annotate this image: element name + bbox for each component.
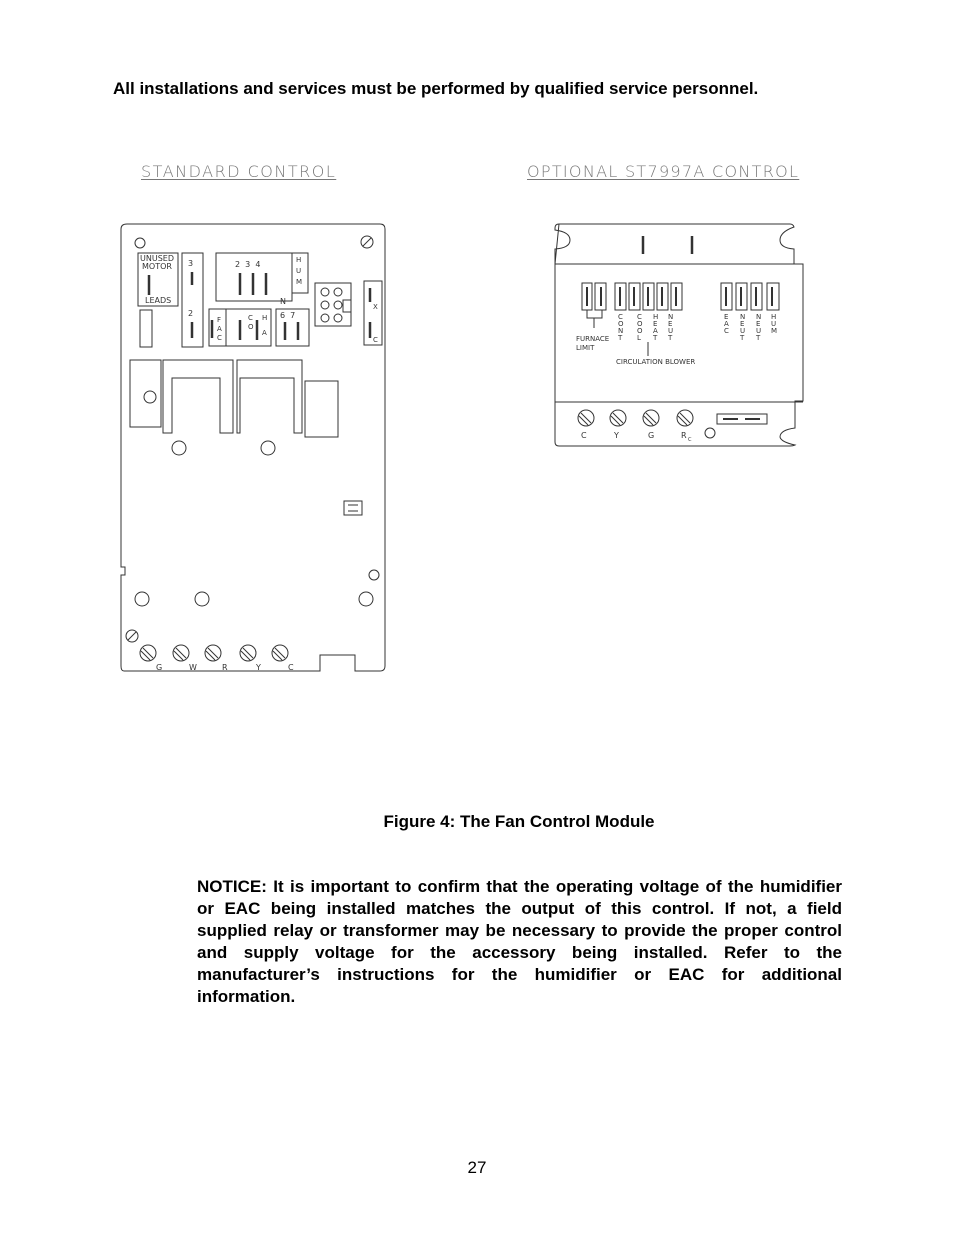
label-eac-a: A: [724, 320, 729, 328]
label-cool-o3: O: [637, 327, 643, 335]
label-pins-67: 6 7: [280, 311, 296, 320]
label-cool-c2: C: [637, 313, 642, 321]
label-neut1-u: U: [668, 327, 674, 335]
label-eac-e: E: [724, 313, 729, 321]
label-unused: UNUSED: [140, 254, 174, 263]
label-heat-h: H: [262, 314, 268, 322]
label-hum-u2: U: [771, 320, 777, 328]
label-neut1-e: E: [668, 320, 673, 328]
label-n: N: [280, 297, 286, 306]
label-cont-n: N: [618, 327, 624, 335]
label-neut2-t: T: [740, 334, 745, 342]
label-opt-terminal-r-sub: C: [688, 437, 692, 443]
label-neut2-u: U: [740, 327, 746, 335]
label-fac-c: C: [217, 334, 222, 342]
label-opt-terminal-g: G: [648, 431, 655, 440]
label-cont-t: T: [618, 334, 623, 342]
label-hum-m: M: [296, 278, 303, 286]
label-terminal-c: C: [288, 663, 294, 672]
label-limit: LIMIT: [576, 344, 595, 352]
label-opt-terminal-r: R: [681, 431, 687, 440]
optional-control-title: OPTIONAL ST7997A CONTROL: [527, 162, 800, 181]
label-neut2-n: N: [740, 313, 746, 321]
label-cont-o: O: [618, 320, 624, 328]
label-opt-terminal-c: C: [581, 431, 587, 440]
label-hum-h: H: [296, 256, 302, 264]
label-fac-a: A: [217, 325, 222, 333]
label-cool-o: O: [248, 323, 254, 331]
label-neut1-n: N: [668, 313, 674, 321]
page-number: 27: [467, 1158, 487, 1177]
label-terminal-y: Y: [256, 663, 261, 672]
label-heat-a: A: [262, 329, 267, 337]
label-heat-t: T: [653, 334, 658, 342]
label-neut3-e: E: [756, 320, 761, 328]
label-terminal-w: W: [189, 663, 197, 672]
label-circulation-blower: CIRCULATION BLOWER: [616, 358, 696, 366]
label-pin-3: 3: [188, 259, 194, 268]
label-furnace: FURNACE: [576, 335, 610, 343]
notice-paragraph: NOTICE: It is important to confirm that the operating voltage of the humidifier or EAC being installed matches the output of this control. If not, a field supplied relay or transformer may be necessary to provide the proper control and supply voltage for the accessory being installed. Refer to the manufacturer’s instructions for the humidifier or EAC for additional information.: [197, 877, 842, 1006]
label-hum-m2: M: [771, 327, 778, 335]
label-terminal-g: G: [156, 663, 163, 672]
label-cool-o2: O: [637, 320, 643, 328]
label-hum-h2: H: [771, 313, 777, 321]
label-cool-c: C: [248, 314, 253, 322]
label-opt-terminal-y: Y: [614, 431, 619, 440]
label-neut2-e: E: [740, 320, 745, 328]
label-neut3-t: T: [756, 334, 761, 342]
label-pins-234: 2 3 4: [235, 260, 261, 269]
safety-note: All installations and services must be performed by qualified service personnel.: [113, 79, 759, 98]
standard-control-board: [121, 224, 385, 671]
label-c-small: C: [373, 336, 378, 344]
label-terminal-r: R: [222, 663, 228, 672]
label-fac-f: F: [217, 316, 222, 324]
figure-caption: Figure 4: The Fan Control Module: [383, 812, 655, 831]
label-heat-e: E: [653, 320, 658, 328]
label-heat-a2: A: [653, 327, 658, 335]
label-hum-u: U: [296, 267, 302, 275]
label-heat-h2: H: [653, 313, 659, 321]
label-neut3-u: U: [756, 327, 762, 335]
standard-control-title: STANDARD CONTROL: [141, 162, 337, 181]
label-cont-c: C: [618, 313, 623, 321]
label-neut1-t: T: [668, 334, 673, 342]
label-motor: MOTOR: [142, 262, 172, 271]
label-leads: LEADS: [145, 296, 172, 305]
label-x: X: [373, 303, 378, 311]
label-cool-l: L: [637, 334, 641, 342]
label-pin-2: 2: [188, 309, 194, 318]
label-neut3-n: N: [756, 313, 762, 321]
label-eac-c: C: [724, 327, 729, 335]
